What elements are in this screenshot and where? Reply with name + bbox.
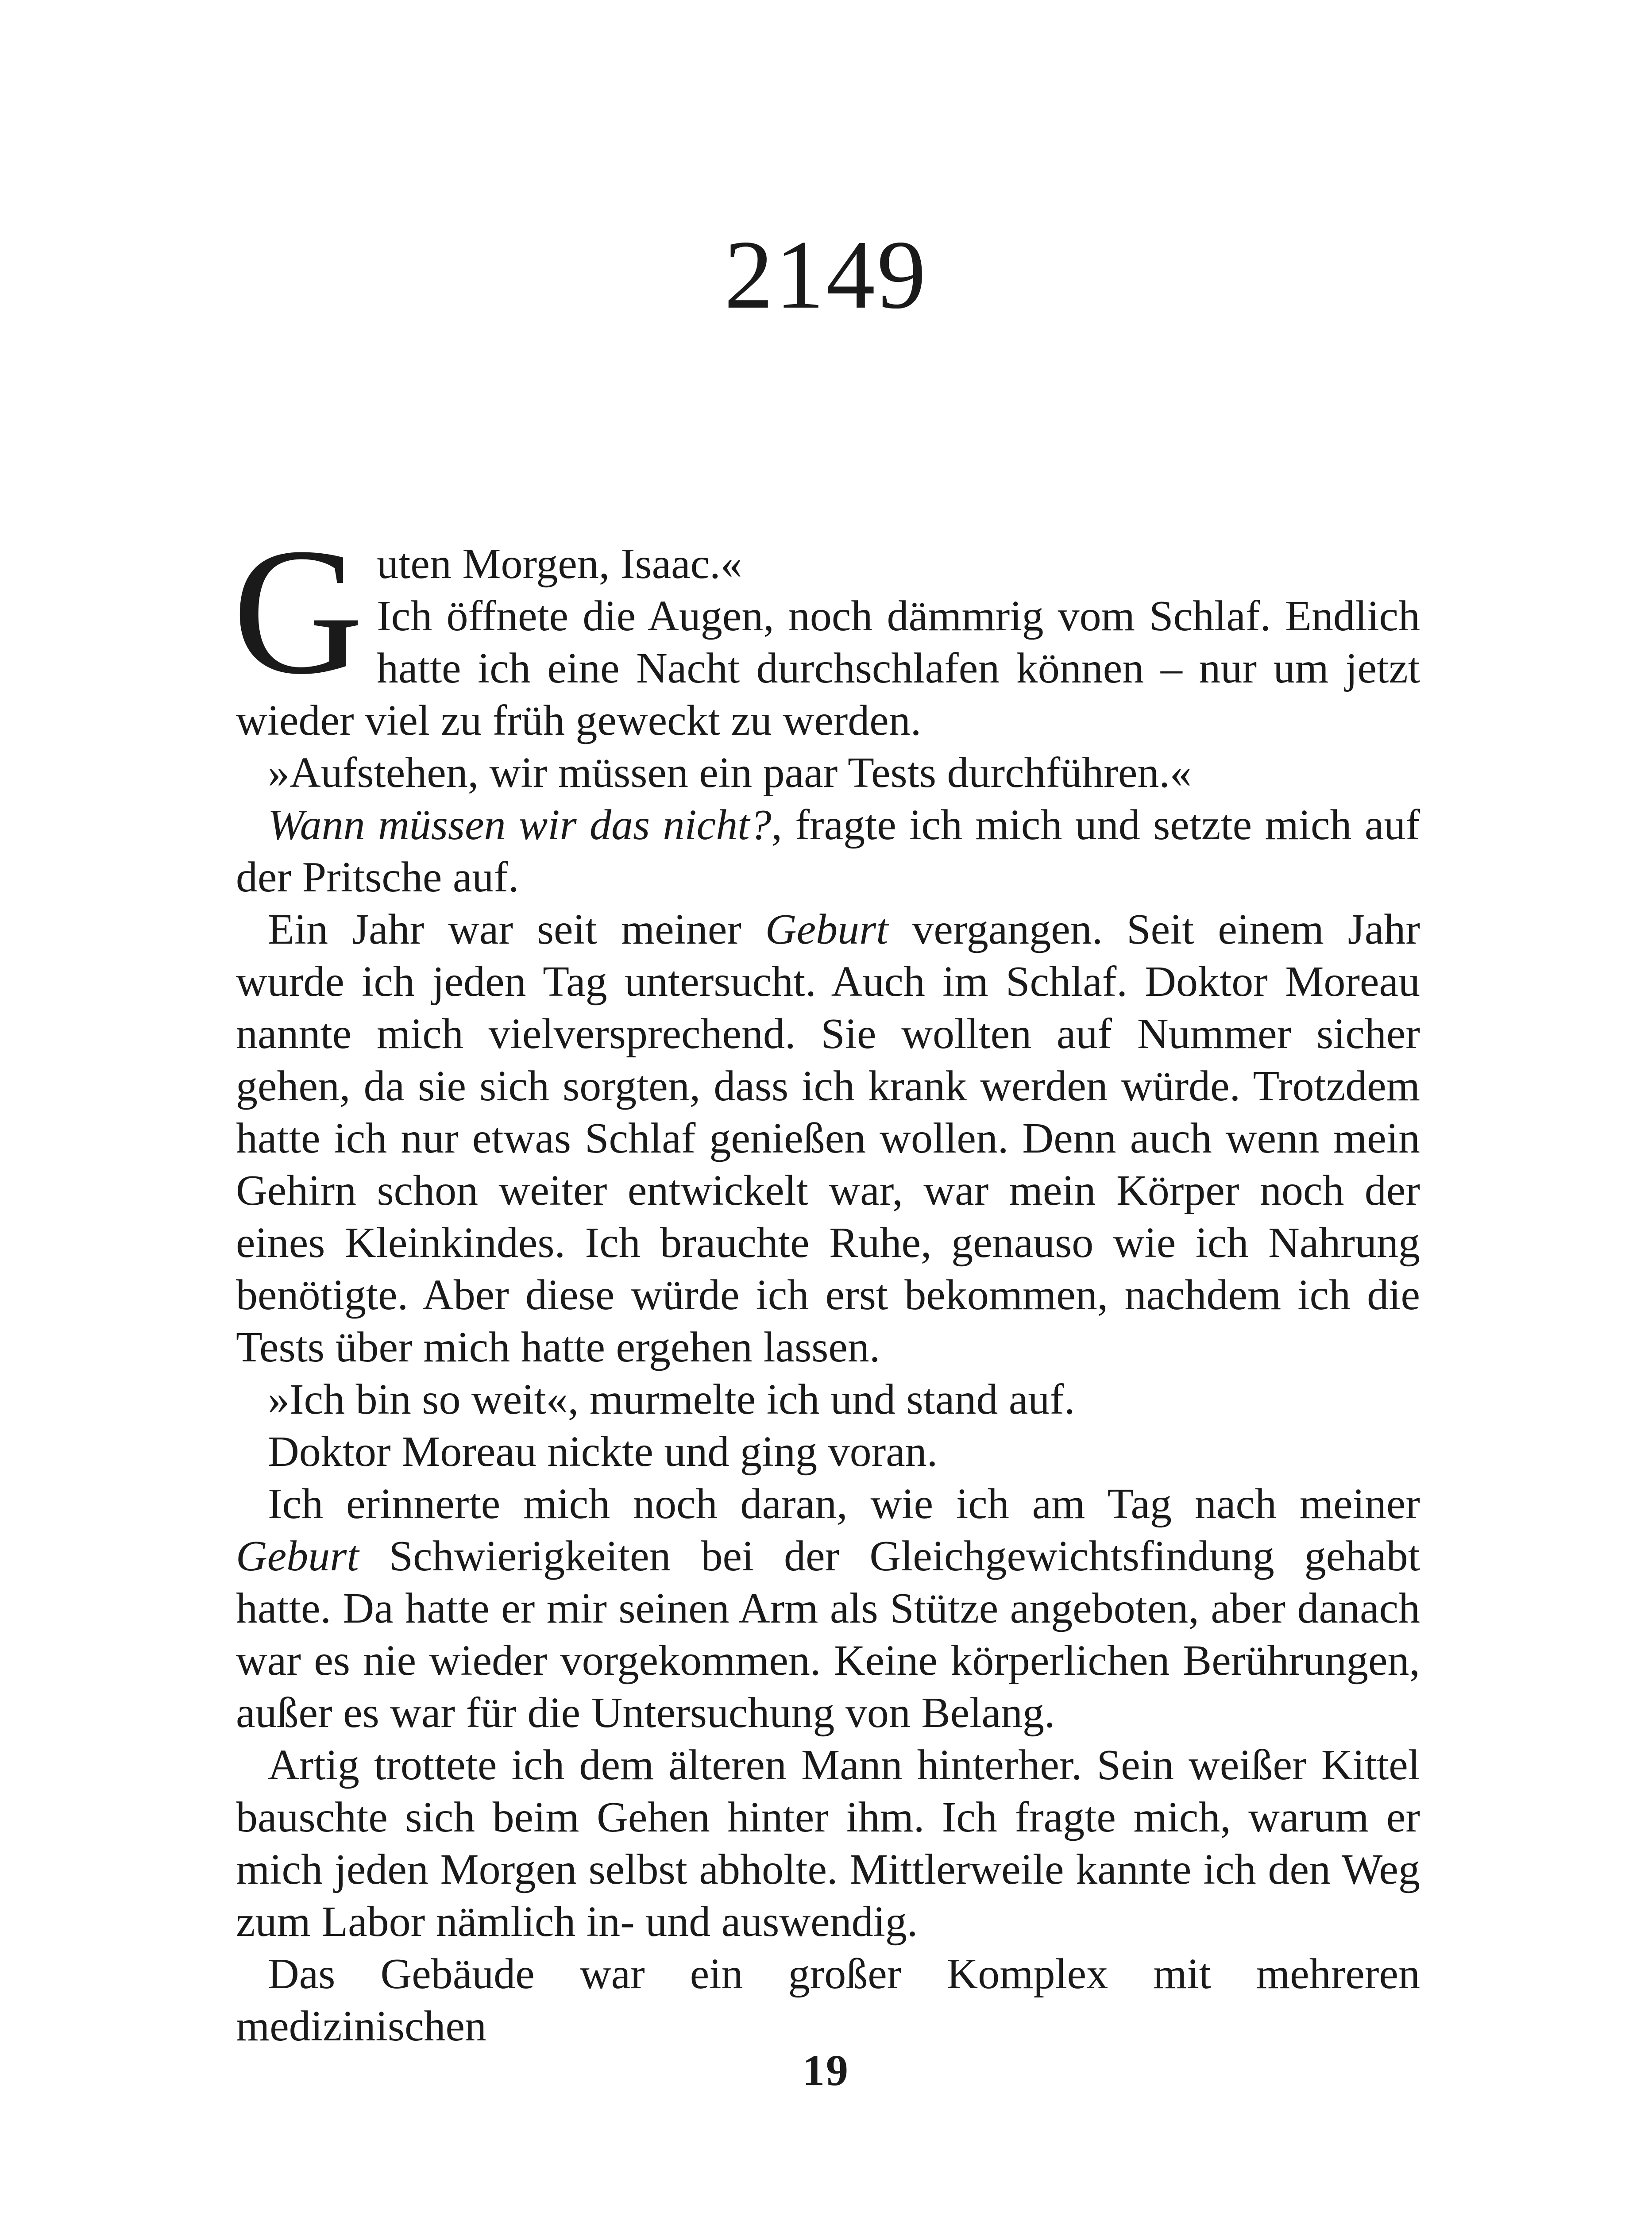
paragraph-4-italic: Wann müssen wir das nicht?	[268, 801, 772, 849]
chapter-title: 2149	[724, 220, 928, 329]
paragraph-6: »Ich bin so weit«, murmelte ich und stand auf.	[268, 1376, 1075, 1423]
paragraph-3: »Aufstehen, wir müssen ein paar Tests durchführen.«	[268, 749, 1192, 797]
paragraph-10: Das Gebäude war ein großer Komplex mit mehreren medizinischen	[236, 1950, 1420, 2050]
paragraph-8-italic: Geburt	[236, 1532, 359, 1580]
paragraph-5	[236, 903, 1420, 1373]
paragraph-8	[236, 1478, 1420, 1739]
paragraph-1	[232, 511, 1420, 747]
paragraph-5-text-b: vergangen. Seit einem Jahr wurde ich jeden Tag untersucht. Auch im Schlaf. Doktor Moreau nannte mich vielversprechend. Sie wollten auf Nummer sicher gehen, da sie sich sorgten, dass ich krank werden würde. Trotzdem hatte ich nur etwas Schlaf genießen wollen. Denn auch wenn mein Gehirn schon weiter entwickelt war, war mein Körper noch der eines Kleinkindes. Ich brauchte Ruhe, genauso wie ich Nahrung benötigte. Aber diese würde ich erst bekommen, nachdem ich die Tests über mich hatte ergehen lassen.	[236, 906, 1420, 1371]
drop-cap: G	[232, 511, 364, 712]
paragraph-2-text: Ich öffnete die Augen, noch dämmrig vom Schlaf. Endlich hatte ich eine Nacht durchschlafen können – nur um jetzt wieder viel zu früh geweckt zu werden.	[236, 592, 1420, 744]
paragraph-4	[236, 799, 1420, 903]
paragraph-5-text-a: Ein Jahr war seit meiner	[268, 906, 765, 953]
paragraph-9: Artig trottete ich dem älteren Mann hinterher. Sein weißer Kittel bauschte sich beim Gehen hinter ihm. Ich fragte mich, warum er mich jeden Morgen selbst abholte. Mittlerweile kannte ich den Weg zum Labor nämlich in- und auswendig.	[236, 1741, 1420, 1946]
paragraph-8-text-a: Ich erinnerte mich noch daran, wie ich am Tag nach meiner	[268, 1480, 1420, 1528]
paragraph-1-text: uten Morgen, Isaac.«	[377, 540, 742, 588]
body-text	[232, 511, 1420, 2052]
paragraph-7: Doktor Moreau nickte und ging voran.	[268, 1428, 938, 1476]
page-number: 19	[803, 2046, 849, 2095]
paragraph-5-italic: Geburt	[765, 906, 888, 953]
paragraph-8-text-b: Schwierigkeiten bei der Gleichgewichtsfindung gehabt hatte. Da hatte er mir seinen Arm als Stütze angeboten, aber danach war es nie wieder vorgekommen. Keine körperlichen Berührungen, außer es war für die Untersuchung von Belang.	[236, 1532, 1420, 1737]
paragraph-4-text: , fragte ich mich und setzte mich auf der Pritsche auf.	[236, 801, 1420, 901]
